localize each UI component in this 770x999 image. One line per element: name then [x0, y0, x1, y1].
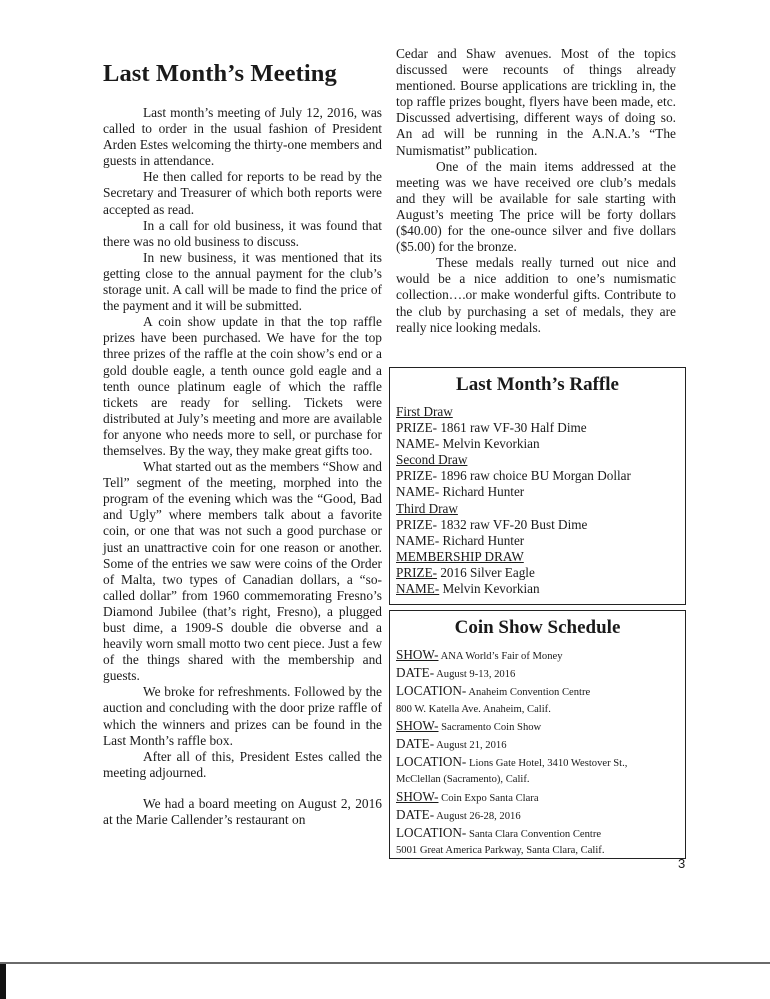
show-label: SHOW-: [396, 788, 439, 804]
scan-bottom-strip: [0, 964, 770, 999]
show-value: Coin Expo Santa Clara: [438, 792, 539, 804]
location-label: LOCATION-: [396, 825, 467, 841]
coin-show-schedule-box: [389, 610, 686, 859]
article-paragraph: In a call for old business, it was found that there was no old business to discuss.: [103, 217, 382, 249]
show-date: [396, 736, 685, 754]
name-value: Melvin Kevorkian: [439, 581, 540, 597]
article-paragraph: He then called for reports to be read by the Secretary and Treasurer of which both reports were accepted as read.: [103, 169, 382, 217]
location-label: LOCATION-: [396, 683, 467, 699]
location-value: Lions Gate Hotel, 3410 Westover St.,: [466, 758, 628, 770]
raffle-box: [389, 367, 686, 605]
show-address: 5001 Great America Parkway, Santa Clara, Calif.: [396, 845, 605, 857]
prize-label: PRIZE-: [396, 420, 438, 436]
article-paragraph: A coin show update in that the top raffle prizes have been purchased. We have for the top three prizes of the raffle at the coin show’s end or a gold double eagle, a tenth ounce gold eagle and a tenth ounce platinum eagle of which the raffle tickets are ready for selling. Tickets were distributed at July’s meeting and more are available for anyone who needs more to sell, or purchase for themselves. By the way, they make great gifts too.: [103, 314, 382, 458]
draw-prize: [396, 468, 685, 484]
show-address: 800 W. Katella Ave. Anaheim, Calif.: [396, 703, 551, 715]
prize-value: 1896 raw choice BU Morgan Dollar: [437, 468, 631, 484]
show-date: [396, 807, 685, 825]
article-paragraph: These medals really turned out nice and would be a nice addition to one’s numismatic collection….or make wonderful gifts. Contribute to the club by purchasing a set of medals, they are really nice looking medals.: [396, 255, 676, 335]
show-location: [396, 754, 685, 772]
draw-heading: MEMBERSHIP DRAW: [396, 548, 524, 564]
prize-value: 2016 Silver Eagle: [437, 564, 535, 580]
draw-prize: [396, 420, 685, 436]
article-paragraph: What started out as the members “Show and Tell” segment of the meeting, morphed into the program of the evening which was the “Good, Bad and Ugly” where members talk about a favorite coin, or one that was not such a good purchase or just an unattractive coin for one reason or another. Some of the entries we saw were coins of the Order of Malta, two types of Canadian dollars, a “so-called dollar” from 1960 commemorating Fresno’s Diamond Jubilee (that’s right, Fresno), a plugged bust dime, a 1909-S double die obverse and a heavily worn small motto two cent piece. Just a few of the things shared with the membership and guests.: [103, 459, 382, 684]
show-label: SHOW-: [396, 717, 439, 733]
name-value: Richard Hunter: [439, 484, 525, 500]
draw-winner: [396, 484, 685, 500]
article-paragraph: One of the main items addressed at the meeting was we have received ore club’s medals and they will be available for sale starting with August’s meeting The price will be forty dollars ($40.00) for the one-ounce silver and five dollars ($5.00) for the bronze.: [396, 158, 676, 255]
show-location: [396, 825, 685, 843]
article-right-column: [396, 46, 676, 336]
name-label: NAME-: [396, 436, 440, 452]
date-label: DATE-: [396, 665, 435, 681]
date-label: DATE-: [396, 806, 435, 822]
name-label: NAME-: [396, 532, 440, 548]
show-name: [396, 789, 685, 807]
name-label: NAME-: [396, 581, 440, 597]
show-location: [396, 683, 685, 701]
date-label: DATE-: [396, 736, 435, 752]
name-value: Richard Hunter: [439, 532, 525, 548]
draw-prize: [396, 517, 685, 533]
prize-value: 1832 raw VF-20 Bust Dime: [437, 516, 588, 532]
draw-winner: [396, 533, 685, 549]
location-value: Santa Clara Convention Centre: [466, 829, 602, 841]
raffle-list: [390, 404, 685, 597]
scan-left-edge: [0, 964, 6, 999]
prize-label: PRIZE-: [396, 564, 438, 580]
draw-heading: Third Draw: [396, 500, 458, 516]
page-number: 3: [678, 856, 686, 871]
show-name: [396, 718, 685, 736]
prize-label: PRIZE-: [396, 468, 438, 484]
draw-winner: [396, 581, 685, 597]
show-address: McClellan (Sacramento), Calif.: [396, 774, 530, 786]
date-value: August 9-13, 2016: [434, 669, 516, 681]
show-label: SHOW-: [396, 647, 439, 662]
draw-prize: [396, 565, 685, 581]
show-date: [396, 665, 685, 683]
article-paragraph: After all of this, President Estes called the meeting adjourned.: [103, 748, 382, 780]
article-paragraph: In new business, it was mentioned that its getting close to the annual payment for the club’s storage unit. A call will be made to find the price of the payment and it will be submitted.: [103, 249, 382, 314]
article-left-column: [103, 60, 382, 828]
raffle-title: Last Month’s Raffle: [456, 374, 619, 395]
name-value: Melvin Kevorkian: [439, 436, 540, 452]
show-value: ANA World’s Fair of Money: [438, 651, 563, 662]
date-value: August 26-28, 2016: [434, 810, 521, 822]
location-value: Anaheim Convention Centre: [466, 687, 591, 699]
article-paragraph: We had a board meeting on August 2, 2016 at the Marie Callender’s restaurant on: [103, 795, 382, 828]
article-paragraph: We broke for refreshments. Followed by the auction and concluding with the door prize raffle of which the winners and prizes can be found in the Last Month’s raffle box.: [103, 684, 382, 748]
name-label: NAME-: [396, 484, 440, 500]
article-paragraph: Cedar and Shaw avenues. Most of the topics discussed were recounts of things already mentioned. Bourse applications are trickling in, the top raffle prizes bought, flyers have been made, etc. Discussed advertising, different ways of doing so. An ad will be running in the A.N.A.’s “The Numismatist” publication.: [396, 46, 676, 158]
prize-value: 1861 raw VF-30 Half Dime: [437, 420, 587, 436]
article-title: Last Month’s Meeting: [103, 60, 337, 87]
schedule-title: Coin Show Schedule: [454, 617, 621, 638]
article-paragraph: Last month’s meeting of July 12, 2016, was called to order in the usual fashion of President Arden Estes welcoming the thirty-one members and guests in attendance.: [103, 105, 382, 169]
location-label: LOCATION-: [396, 754, 467, 770]
show-value: Sacramento Coin Show: [438, 721, 542, 733]
show-name: [396, 647, 685, 665]
draw-heading: Second Draw: [396, 452, 468, 468]
date-value: August 21, 2016: [434, 740, 507, 752]
schedule-list: [390, 647, 685, 859]
prize-label: PRIZE-: [396, 516, 438, 532]
draw-heading: First Draw: [396, 404, 453, 419]
draw-winner: [396, 436, 685, 452]
